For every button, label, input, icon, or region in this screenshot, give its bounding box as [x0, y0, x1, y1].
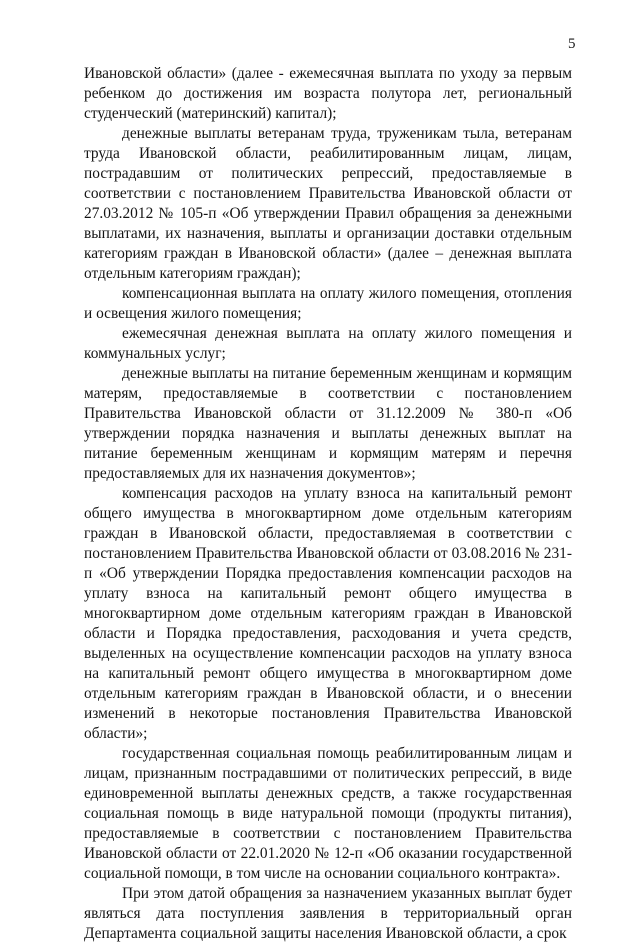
paragraph-capital-repair-compensation: компенсация расходов на уплату взноса на капитальный ремонт общего имущества в многоквартирном доме отдельным категориям граждан в Ивановской области, предоставляемая в соответствии с постановлением Правительства Ивановской области от 03.08.2016 № 231-п «Об утверждении Порядка предоставления компенсации расходов на уплату взноса на капитальный ремонт общего имущества в многоквартирном доме отдельным категориям граждан в Ивановской области и Порядка предоставления, расходования и учета средств, выделенных на осуществление компенсации расходов на уплату взноса на капитальный ремонт общего имущества в многоквартирном доме отдельным категориям граждан в Ивановской области, и о внесении изменений в некоторые постановления Правительства Ивановской области»;: [84, 485, 572, 742]
page-number: 5: [568, 36, 576, 52]
paragraph-housing-compensation: компенсационная выплата на оплату жилого помещения, отопления и освещения жилого помещения;: [84, 285, 572, 322]
paragraph-continuation: Ивановской области» (далее - ежемесячная выплата по уходу за первым ребенком до достижения им возраста полутора лет, региональный студенческий (материнский) капитал);: [84, 65, 572, 122]
paragraph-state-social-assistance: государственная социальная помощь реабилитированным лицам и лицам, признанным пострадавшими от политических репрессий, в виде единовременной выплаты денежных средств, а также государственная социальная помощь в виде натуральной помощи (продукты питания), предоставляемые в соответствии с постановлением Правительства Ивановской области от 22.01.2020 № 12-п «Об оказании государственной социальной помощи, в том числе на основании социального контракта».: [84, 745, 572, 882]
paragraph-monthly-housing-payment: ежемесячная денежная выплата на оплату жилого помещения и коммунальных услуг;: [84, 325, 572, 362]
paragraph-veterans-payments: денежные выплаты ветеранам труда, труженикам тыла, ветеранам труда Ивановской области, реабилитированным лицам, лицам, пострадавшим от политических репрессий, предоставляемые в соответствии с постановлением Правительства Ивановской области от 27.03.2012 № 105-п «Об утверждении Правил обращения за денежными выплатами, их назначения, выплаты и организации доставки отдельным категориям граждан в Ивановской области» (далее – денежная выплата отдельным категориям граждан);: [84, 125, 572, 282]
paragraph-application-date: При этом датой обращения за назначением указанных выплат будет являться дата поступления заявления в территориальный орган Департамента социальной защиты населения Ивановской области, а срок: [84, 885, 572, 942]
paragraph-pregnant-nutrition: денежные выплаты на питание беременным женщинам и кормящим матерям, предоставляемые в соответствии с постановлением Правительства Ивановской области от 31.12.2009 № 380-п «Об утверждении порядка назначения и выплаты денежных выплат на питание беременным женщинам и кормящим матерям и перечня предоставляемых для их назначения документов»;: [84, 365, 572, 482]
document-body: [84, 64, 572, 944]
